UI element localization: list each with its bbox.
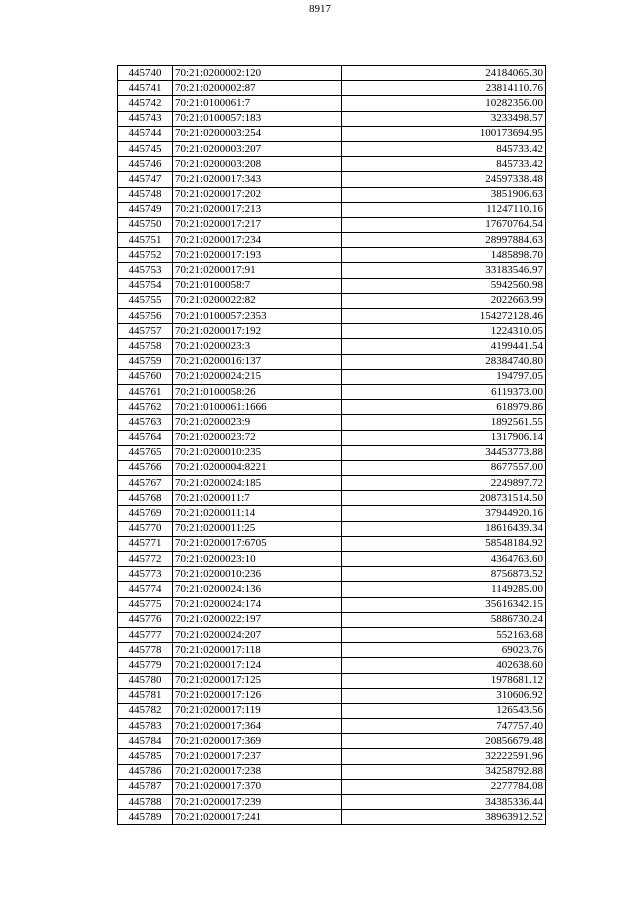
- cadastral-number-cell: 70:21:0200002:87: [173, 81, 342, 96]
- value-cell: 6119373.00: [342, 384, 546, 399]
- value-cell: 8677557.00: [342, 460, 546, 475]
- cadastral-number-cell: 70:21:0200017:234: [173, 233, 342, 248]
- row-id-cell: 445787: [118, 779, 173, 794]
- value-cell: 4364763.60: [342, 552, 546, 567]
- cadastral-number-cell: 70:21:0200011:25: [173, 521, 342, 536]
- row-id-cell: 445745: [118, 141, 173, 156]
- value-cell: 2277784.08: [342, 779, 546, 794]
- row-id-cell: 445741: [118, 81, 173, 96]
- table-row: [118, 81, 546, 96]
- row-id-cell: 445762: [118, 400, 173, 415]
- row-id-cell: 445755: [118, 293, 173, 308]
- value-cell: 1149285.00: [342, 582, 546, 597]
- row-id-cell: 445775: [118, 597, 173, 612]
- cadastral-number-cell: 70:21:0200017:126: [173, 688, 342, 703]
- row-id-cell: 445769: [118, 506, 173, 521]
- table-row: [118, 217, 546, 232]
- table-row: [118, 795, 546, 810]
- table-row: [118, 612, 546, 627]
- row-id-cell: 445770: [118, 521, 173, 536]
- row-id-cell: 445749: [118, 202, 173, 217]
- table-row: [118, 339, 546, 354]
- cadastral-number-cell: 70:21:0200017:193: [173, 248, 342, 263]
- value-cell: 5942560.98: [342, 278, 546, 293]
- row-id-cell: 445784: [118, 734, 173, 749]
- cadastral-number-cell: 70:21:0200017:124: [173, 658, 342, 673]
- cadastral-number-cell: 70:21:0200022:82: [173, 293, 342, 308]
- row-id-cell: 445758: [118, 339, 173, 354]
- row-id-cell: 445777: [118, 627, 173, 642]
- value-cell: 23814110.76: [342, 81, 546, 96]
- value-cell: 34258792.88: [342, 764, 546, 779]
- cadastral-number-cell: 70:21:0200017:364: [173, 719, 342, 734]
- row-id-cell: 445767: [118, 476, 173, 491]
- cadastral-number-cell: 70:21:0100058:7: [173, 278, 342, 293]
- table-row: [118, 779, 546, 794]
- value-cell: 5886730.24: [342, 612, 546, 627]
- table-row: [118, 369, 546, 384]
- row-id-cell: 445748: [118, 187, 173, 202]
- value-cell: 1317906.14: [342, 430, 546, 445]
- value-cell: 2022663.99: [342, 293, 546, 308]
- cadastral-number-cell: 70:21:0200024:185: [173, 476, 342, 491]
- cadastral-number-cell: 70:21:0100061:7: [173, 96, 342, 111]
- value-cell: 154272128.46: [342, 309, 546, 324]
- value-cell: 310606.92: [342, 688, 546, 703]
- cadastral-number-cell: 70:21:0200017:91: [173, 263, 342, 278]
- table-row: [118, 384, 546, 399]
- table-row: [118, 658, 546, 673]
- table-row: [118, 126, 546, 141]
- row-id-cell: 445744: [118, 126, 173, 141]
- row-id-cell: 445761: [118, 384, 173, 399]
- cadastral-number-cell: 70:21:0200017:119: [173, 703, 342, 718]
- value-cell: 58548184.92: [342, 536, 546, 551]
- table-row: [118, 597, 546, 612]
- row-id-cell: 445740: [118, 66, 173, 81]
- value-cell: 34453773.88: [342, 445, 546, 460]
- table-row: [118, 810, 546, 825]
- value-cell: 1224310.05: [342, 324, 546, 339]
- cadastral-number-cell: 70:21:0200024:215: [173, 369, 342, 384]
- table-row: [118, 415, 546, 430]
- row-id-cell: 445764: [118, 430, 173, 445]
- value-cell: 10282356.00: [342, 96, 546, 111]
- cadastral-number-cell: 70:21:0200016:137: [173, 354, 342, 369]
- table-row: [118, 536, 546, 551]
- value-cell: 100173694.95: [342, 126, 546, 141]
- cadastral-number-cell: 70:21:0200017:238: [173, 764, 342, 779]
- table-row: [118, 278, 546, 293]
- page-number: 8917: [309, 3, 331, 15]
- row-id-cell: 445774: [118, 582, 173, 597]
- table-row: [118, 157, 546, 172]
- cadastral-number-cell: 70:21:0200004:8221: [173, 460, 342, 475]
- cadastral-number-cell: 70:21:0200017:237: [173, 749, 342, 764]
- table-row: [118, 445, 546, 460]
- row-id-cell: 445753: [118, 263, 173, 278]
- value-cell: 1485898.70: [342, 248, 546, 263]
- row-id-cell: 445746: [118, 157, 173, 172]
- value-cell: 17670764.54: [342, 217, 546, 232]
- table-row: [118, 476, 546, 491]
- table-row: [118, 688, 546, 703]
- row-id-cell: 445763: [118, 415, 173, 430]
- table-row: [118, 764, 546, 779]
- row-id-cell: 445756: [118, 309, 173, 324]
- value-cell: 2249897.72: [342, 476, 546, 491]
- row-id-cell: 445754: [118, 278, 173, 293]
- value-cell: 194797.05: [342, 369, 546, 384]
- cadastral-number-cell: 70:21:0200017:192: [173, 324, 342, 339]
- table-row: [118, 749, 546, 764]
- value-cell: 1978681.12: [342, 673, 546, 688]
- table-row: [118, 96, 546, 111]
- value-cell: 28997884.63: [342, 233, 546, 248]
- row-id-cell: 445765: [118, 445, 173, 460]
- cadastral-number-cell: 70:21:0200017:217: [173, 217, 342, 232]
- cadastral-number-cell: 70:21:0100057:183: [173, 111, 342, 126]
- value-cell: 208731514.50: [342, 491, 546, 506]
- value-cell: 37944920.16: [342, 506, 546, 521]
- value-cell: 20856679.48: [342, 734, 546, 749]
- cadastral-number-cell: 70:21:0200017:343: [173, 172, 342, 187]
- table-row: [118, 202, 546, 217]
- table-row: [118, 582, 546, 597]
- value-cell: 28384740.80: [342, 354, 546, 369]
- cadastral-number-cell: 70:21:0200003:207: [173, 141, 342, 156]
- table-row: [118, 521, 546, 536]
- cadastral-number-cell: 70:21:0200017:213: [173, 202, 342, 217]
- table-row: [118, 734, 546, 749]
- table-row: [118, 430, 546, 445]
- table-row: [118, 111, 546, 126]
- table-row: [118, 643, 546, 658]
- row-id-cell: 445783: [118, 719, 173, 734]
- table-row: [118, 248, 546, 263]
- cadastral-number-cell: 70:21:0200017:241: [173, 810, 342, 825]
- row-id-cell: 445757: [118, 324, 173, 339]
- value-cell: 8756873.52: [342, 567, 546, 582]
- table-row: [118, 400, 546, 415]
- cadastral-number-cell: 70:21:0200024:207: [173, 627, 342, 642]
- row-id-cell: 445742: [118, 96, 173, 111]
- row-id-cell: 445766: [118, 460, 173, 475]
- table-row: [118, 309, 546, 324]
- value-cell: 552163.68: [342, 627, 546, 642]
- cadastral-number-cell: 70:21:0200003:208: [173, 157, 342, 172]
- value-cell: 18616439.34: [342, 521, 546, 536]
- table-row: [118, 233, 546, 248]
- cadastral-number-cell: 70:21:0200017:118: [173, 643, 342, 658]
- value-cell: 24184065.30: [342, 66, 546, 81]
- row-id-cell: 445773: [118, 567, 173, 582]
- row-id-cell: 445789: [118, 810, 173, 825]
- table-row: [118, 324, 546, 339]
- value-cell: 24597338.48: [342, 172, 546, 187]
- value-cell: 4199441.54: [342, 339, 546, 354]
- cadastral-number-cell: 70:21:0200023:10: [173, 552, 342, 567]
- cadastral-number-cell: 70:21:0200024:136: [173, 582, 342, 597]
- row-id-cell: 445768: [118, 491, 173, 506]
- table-body: [118, 66, 546, 825]
- cadastral-number-cell: 70:21:0200022:197: [173, 612, 342, 627]
- value-cell: 126543.56: [342, 703, 546, 718]
- row-id-cell: 445788: [118, 795, 173, 810]
- cadastral-number-cell: 70:21:0200023:9: [173, 415, 342, 430]
- table-row: [118, 567, 546, 582]
- table-row: [118, 491, 546, 506]
- row-id-cell: 445750: [118, 217, 173, 232]
- cadastral-number-cell: 70:21:0200011:7: [173, 491, 342, 506]
- row-id-cell: 445780: [118, 673, 173, 688]
- row-id-cell: 445747: [118, 172, 173, 187]
- value-cell: 11247110.16: [342, 202, 546, 217]
- value-cell: 1892561.55: [342, 415, 546, 430]
- cadastral-number-cell: 70:21:0200017:369: [173, 734, 342, 749]
- table-row: [118, 141, 546, 156]
- cadastral-number-cell: 70:21:0200017:370: [173, 779, 342, 794]
- cadastral-number-cell: 70:21:0200023:3: [173, 339, 342, 354]
- row-id-cell: 445743: [118, 111, 173, 126]
- cadastral-number-cell: 70:21:0200017:125: [173, 673, 342, 688]
- value-cell: 38963912.52: [342, 810, 546, 825]
- table-row: [118, 673, 546, 688]
- table-row: [118, 263, 546, 278]
- cadastral-number-cell: 70:21:0100057:2353: [173, 309, 342, 324]
- table-row: [118, 354, 546, 369]
- value-cell: 34385336.44: [342, 795, 546, 810]
- value-cell: 33183546.97: [342, 263, 546, 278]
- cadastral-number-cell: 70:21:0200017:202: [173, 187, 342, 202]
- value-cell: 35616342.15: [342, 597, 546, 612]
- row-id-cell: 445752: [118, 248, 173, 263]
- row-id-cell: 445751: [118, 233, 173, 248]
- table-row: [118, 293, 546, 308]
- table-row: [118, 552, 546, 567]
- row-id-cell: 445760: [118, 369, 173, 384]
- value-cell: 402638.60: [342, 658, 546, 673]
- row-id-cell: 445785: [118, 749, 173, 764]
- row-id-cell: 445778: [118, 643, 173, 658]
- value-cell: 845733.42: [342, 141, 546, 156]
- cadastral-number-cell: 70:21:0100061:1666: [173, 400, 342, 415]
- value-cell: 69023.76: [342, 643, 546, 658]
- value-cell: 747757.40: [342, 719, 546, 734]
- cadastral-number-cell: 70:21:0200011:14: [173, 506, 342, 521]
- cadastral-number-cell: 70:21:0100058:26: [173, 384, 342, 399]
- row-id-cell: 445759: [118, 354, 173, 369]
- value-cell: 3233498.57: [342, 111, 546, 126]
- cadastral-number-cell: 70:21:0200010:235: [173, 445, 342, 460]
- row-id-cell: 445779: [118, 658, 173, 673]
- table-row: [118, 66, 546, 81]
- table-row: [118, 506, 546, 521]
- cadastral-number-cell: 70:21:0200024:174: [173, 597, 342, 612]
- value-cell: 618979.86: [342, 400, 546, 415]
- table-row: [118, 187, 546, 202]
- cadastral-number-cell: 70:21:0200003:254: [173, 126, 342, 141]
- cadastral-number-cell: 70:21:0200017:6705: [173, 536, 342, 551]
- table-row: [118, 172, 546, 187]
- row-id-cell: 445781: [118, 688, 173, 703]
- table-row: [118, 719, 546, 734]
- value-cell: 845733.42: [342, 157, 546, 172]
- cadastral-number-cell: 70:21:0200002:120: [173, 66, 342, 81]
- table-row: [118, 703, 546, 718]
- value-cell: 3851906.63: [342, 187, 546, 202]
- data-table: [117, 65, 546, 825]
- cadastral-number-cell: 70:21:0200017:239: [173, 795, 342, 810]
- cadastral-number-cell: 70:21:0200010:236: [173, 567, 342, 582]
- cadastral-number-cell: 70:21:0200023:72: [173, 430, 342, 445]
- row-id-cell: 445771: [118, 536, 173, 551]
- row-id-cell: 445786: [118, 764, 173, 779]
- row-id-cell: 445782: [118, 703, 173, 718]
- table-row: [118, 460, 546, 475]
- row-id-cell: 445772: [118, 552, 173, 567]
- table-row: [118, 627, 546, 642]
- value-cell: 32222591.96: [342, 749, 546, 764]
- row-id-cell: 445776: [118, 612, 173, 627]
